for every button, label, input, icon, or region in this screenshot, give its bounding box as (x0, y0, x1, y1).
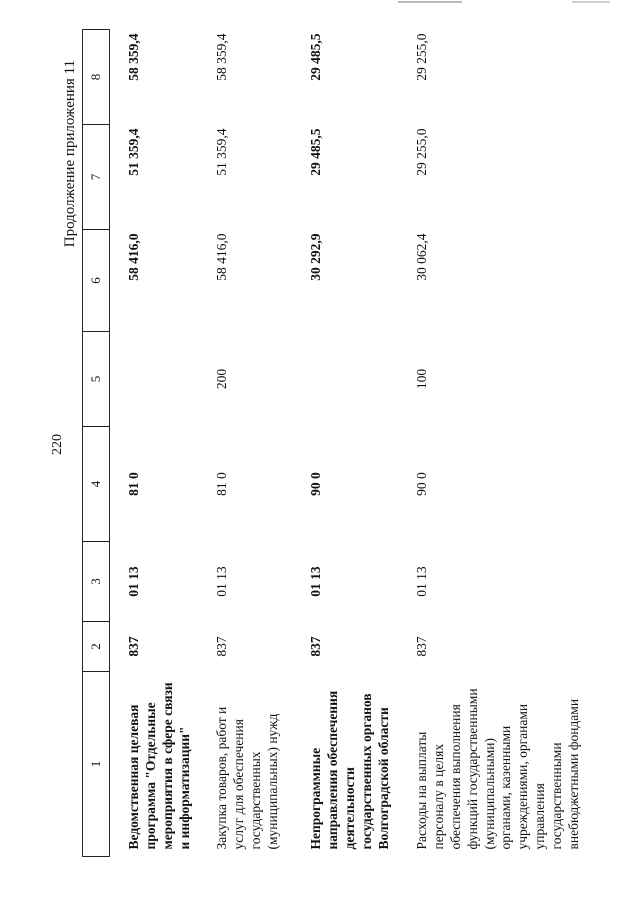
table-row (204, 30, 298, 857)
column-header: 6 (83, 230, 110, 332)
cell-amount-6: 30 292,9 (308, 233, 323, 281)
cell-amount-8: 58 359,4 (214, 33, 229, 81)
row-name: Ведомственная целевая программа "Отдельные мероприятия в сфере связи и информатизации" (126, 682, 192, 850)
cell-code: 837 (308, 636, 323, 657)
column-header: 1 (83, 672, 110, 857)
column-header: 4 (83, 427, 110, 542)
cell-amount-6: 58 416,0 (214, 233, 229, 281)
cell-expense-type: 100 (414, 368, 429, 390)
cell-section: 01 13 (308, 566, 323, 597)
continuation-label: Продолжение приложения 11 (62, 60, 78, 248)
cell-expense-type (110, 332, 205, 427)
page-number: 220 (50, 434, 65, 455)
column-header: 7 (83, 125, 110, 230)
table-row (298, 30, 404, 857)
scan-edge-marks (380, 0, 640, 6)
cell-amount-6: 58 416,0 (126, 233, 141, 281)
cell-code: 837 (214, 636, 229, 657)
cell-target: 90 0 (414, 472, 429, 496)
cell-amount-7: 29 485,5 (308, 128, 323, 176)
cell-amount-8: 29 255,0 (414, 33, 429, 81)
cell-amount-8: 29 485,5 (308, 33, 323, 81)
row-name: Непрограммные направления обеспечения деятельности государственных органов Волгоградской области (308, 690, 391, 850)
cell-amount-8: 58 359,4 (126, 33, 141, 81)
cell-amount-6: 30 062,4 (414, 233, 429, 281)
row-name: Расходы на выплаты персоналу в целях обеспечения выполнения функций государственными (муниципальными) органами, казенными учреждениями, органами управления государственными внебюджетными фондами (414, 688, 581, 850)
row-name: Закупка товаров, работ и услуг для обеспечения государственных (муниципальных) нужд (214, 706, 280, 850)
table-row (404, 30, 610, 857)
cell-code: 837 (126, 636, 141, 657)
cell-target: 90 0 (308, 472, 323, 496)
budget-table (82, 29, 610, 857)
cell-target: 81 0 (126, 472, 141, 496)
cell-amount-7: 51 359,4 (126, 128, 141, 176)
cell-expense-type (298, 332, 404, 427)
column-header: 3 (83, 542, 110, 622)
cell-section: 01 13 (414, 566, 429, 597)
table-row (110, 30, 205, 857)
cell-amount-7: 51 359,4 (214, 128, 229, 176)
rotated-page (22, 20, 634, 880)
cell-code: 837 (414, 636, 429, 657)
column-header: 2 (83, 622, 110, 672)
table-header-row (83, 30, 110, 857)
cell-amount-7: 29 255,0 (414, 128, 429, 176)
column-header: 5 (83, 332, 110, 427)
cell-expense-type: 200 (214, 368, 229, 390)
column-header: 8 (83, 30, 110, 125)
cell-target: 81 0 (214, 472, 229, 496)
cell-section: 01 13 (126, 566, 141, 597)
cell-section: 01 13 (214, 566, 229, 597)
